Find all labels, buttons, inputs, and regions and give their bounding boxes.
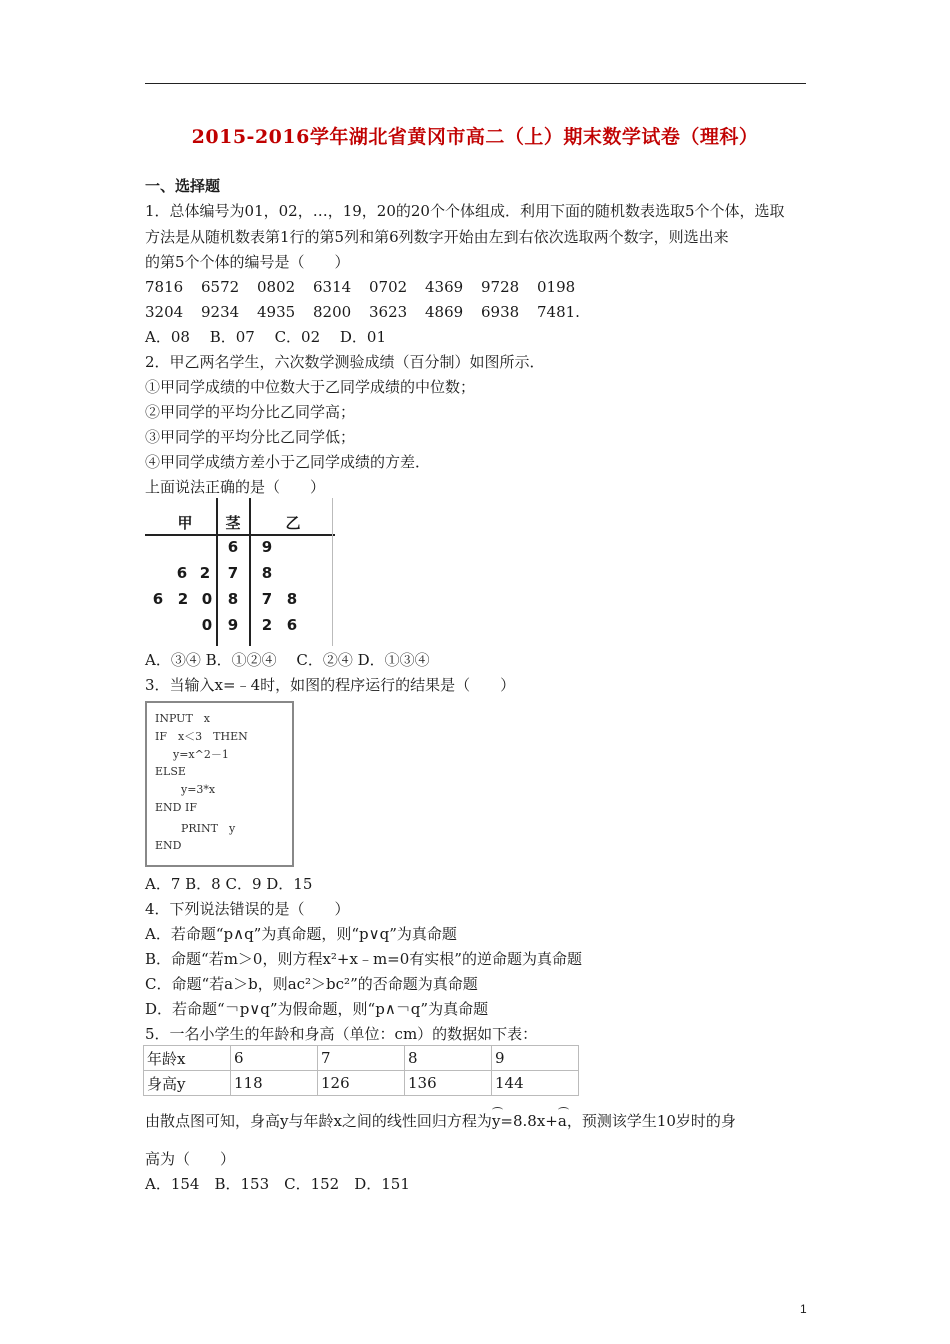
q4-option-c: C．命题“若a＞b，则ac²＞bc²”的否命题为真命题	[145, 975, 478, 993]
q3-line1: 3．当输入x=﹣4时，如图的程序运行的结果是（ ）	[145, 676, 516, 694]
q2-statement2: ②甲同学的平均分比乙同学高；	[145, 403, 356, 421]
random-table-row1: 7816 6572 0802 6314 0702 4369 9728 0198	[145, 278, 576, 296]
q5-options: A．154 B．153 C．152 D．151	[145, 1175, 410, 1193]
program-line: END IF	[155, 801, 197, 814]
stem-leaf-plot	[145, 498, 335, 646]
stem-value: 6	[227, 538, 239, 556]
random-table-row2: 3204 9234 4935 8200 3623 4869 6938 7481.	[145, 303, 580, 321]
header-yi: 乙	[285, 514, 301, 532]
table-cell: 7	[318, 1046, 405, 1071]
q1-line1: 1．总体编号为01，02，…，19，20的20个个体组成．利用下面的随机数表选取5个个体，选取	[145, 202, 785, 220]
header-stem: 茎	[225, 514, 241, 532]
table-cell: 118	[231, 1071, 318, 1096]
q5-text-a: 由散点图可知，身高y与年龄x之间的线性回归方程为	[145, 1112, 492, 1130]
q4-line1: 4．下列说法错误的是（ ）	[145, 900, 350, 918]
section-heading: 一、选择题	[145, 177, 221, 195]
leaf-left: 0	[201, 590, 213, 608]
table-cell: 6	[231, 1046, 318, 1071]
age-height-table	[143, 1045, 579, 1096]
stem-value: 9	[227, 616, 239, 634]
page-number: 1	[800, 1302, 807, 1316]
header-rule	[145, 83, 806, 84]
q2-statement4: ④甲同学成绩方差小于乙同学成绩的方差．	[145, 453, 431, 471]
leaf-left: 6	[176, 564, 188, 582]
q4-option-b: B．命题“若m＞0，则方程x²+x﹣m=0有实根”的逆命题为真命题	[145, 950, 582, 968]
plot-divider-right	[249, 498, 251, 646]
leaf-left: 2	[199, 564, 211, 582]
page-title: 2015-2016学年湖北省黄冈市高二（上）期末数学试卷（理科）	[191, 126, 759, 148]
table-cell: 8	[405, 1046, 492, 1071]
leaf-right: 2	[261, 616, 273, 634]
q5-line2	[145, 1111, 736, 1131]
a-hat: a	[557, 1112, 567, 1130]
leaf-right: 7	[261, 590, 273, 608]
leaf-right: 6	[286, 616, 298, 634]
leaf-left: 2	[177, 590, 189, 608]
program-line: PRINT y	[181, 822, 236, 835]
leaf-right: 8	[286, 590, 298, 608]
q2-ask: 上面说法正确的是（ ）	[145, 478, 326, 496]
header-jia: 甲	[177, 514, 193, 532]
q1-options: A．08 B．07 C．02 D．01	[145, 328, 387, 346]
table-cell: 126	[318, 1071, 405, 1096]
stem-value: 7	[227, 564, 239, 582]
leaf-right: 9	[261, 538, 273, 556]
program-line: ELSE	[155, 765, 186, 778]
q4-option-a: A．若命题“p∧q”为真命题，则“p∨q”为真命题	[145, 925, 457, 943]
table-cell: 144	[492, 1071, 579, 1096]
q1-line3: 的第5个个体的编号是（ ）	[145, 253, 350, 271]
table-cell: 136	[405, 1071, 492, 1096]
program-line: y=3*x	[181, 783, 216, 796]
q5-text-b: =8.8x+	[500, 1112, 558, 1130]
plot-header-rule	[145, 534, 335, 536]
q5-line3: 高为（ ）	[145, 1150, 236, 1168]
plot-border	[332, 498, 333, 646]
program-box	[145, 701, 294, 867]
program-line: IF x＜3 THEN	[155, 730, 248, 743]
q2-statement3: ③甲同学的平均分比乙同学低；	[145, 428, 356, 446]
q5-text-c: ，预测该学生10岁时的身	[566, 1112, 736, 1130]
q5-line1: 5．一名小学生的年龄和身高（单位：cm）的数据如下表：	[145, 1025, 538, 1043]
y-hat: y	[491, 1112, 501, 1130]
q2-options: A．③④ B．①②④ C．②④ D．①③④	[145, 651, 430, 669]
table-cell: 9	[492, 1046, 579, 1071]
q2-line1: 2．甲乙两名学生，六次数学测验成绩（百分制）如图所示．	[145, 353, 545, 371]
q2-statement1: ①甲同学成绩的中位数大于乙同学成绩的中位数；	[145, 378, 476, 396]
program-line: END	[155, 839, 182, 852]
program-line: INPUT x	[155, 712, 210, 725]
leaf-left: 0	[201, 616, 213, 634]
table-row	[144, 1046, 579, 1071]
q1-line2: 方法是从随机数表第1行的第5列和第6列数字开始由左到右依次选取两个数字，则选出来	[145, 228, 729, 246]
stem-value: 8	[227, 590, 239, 608]
q3-options: A．7 B．8 C．9 D．15	[145, 875, 313, 893]
program-line: y=x^2－1	[173, 748, 229, 761]
table-cell: 身高y	[144, 1071, 231, 1096]
leaf-right: 8	[261, 564, 273, 582]
q4-option-d: D．若命题“￢p∨q”为假命题，则“p∧￢q”为真命题	[145, 1000, 489, 1018]
table-row	[144, 1071, 579, 1096]
table-cell: 年龄x	[144, 1046, 231, 1071]
leaf-left: 6	[152, 590, 164, 608]
